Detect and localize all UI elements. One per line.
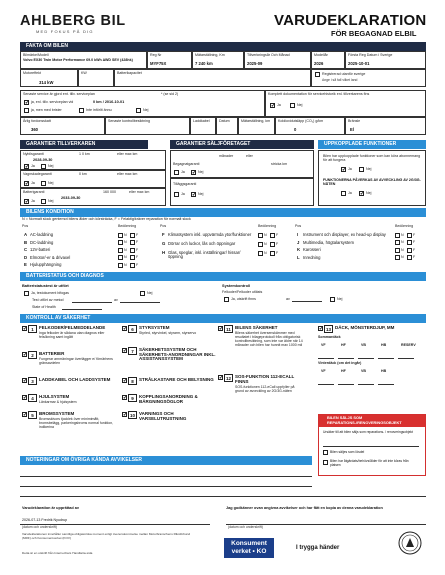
condition-item-label: Multimedia, högtalarsystem: [303, 239, 354, 245]
section-fakta-header: FAKTA OM BILEN: [20, 42, 426, 51]
condition-col-bed-3: Bedömning: [395, 224, 414, 228]
field-production-year: Tillverkningsår Och Månad 2025-09: [244, 51, 311, 69]
warranty-body: Vagnskadegaranti 0 km eller max km ✔ Ja Nej: [20, 170, 166, 188]
condition-item-f-label: F: [276, 232, 279, 237]
tyre-depth-line[interactable]: [318, 384, 334, 385]
signature-left-label: Varudeklaration är upprättad av: [22, 506, 79, 510]
repair-object-box: BILEN SÄLJS SOM REPARATIONS-/RENOVERINGSOBJEKT Ursäker till att bilen säljs som reparations- / renoveringsobjekt Bilen säljes som lösdel Bilen har åtgärdats/behövs/ålder för att inte köras från platsen: [318, 414, 426, 476]
tyre-depth-line[interactable]: [318, 358, 334, 359]
safety-item-number: 2: [28, 351, 37, 359]
safety-item-description: SOS-funktionen 112-eCall uppfyller på grund av avveckling av 2G/3G-näten: [235, 385, 295, 394]
condition-item-n-label: N: [401, 240, 404, 245]
safety-item-description: Bilens säkerhet översenskämmer med resultatet i bilageprotokoll från obligatorisk kontrollbesiktning, som inte var äldre när 14 månader och bilen har hunnit max 1000 mil: [235, 331, 303, 348]
system-check-title: Systemkontroll: [222, 283, 251, 288]
safety-item-number: 9: [128, 394, 137, 402]
safety-item-checkbox[interactable]: [22, 326, 27, 331]
field-fuel: Bränsle El: [345, 117, 426, 135]
logo-tagline: MED FOKUS PÅ DIG: [36, 29, 94, 34]
field-co2: Koldioxidutsläpp (CO₂) g/km 0: [275, 117, 345, 135]
condition-item-n-label: N: [124, 232, 127, 237]
battery-test-title: Batteristatustest är utfört: [22, 283, 69, 288]
condition-item-label: DC-laddning: [30, 239, 54, 245]
safety-item-title: SOS-FUNKTION 112-ECALL FINNS: [235, 374, 295, 384]
condition-item-label: Karosseri: [303, 247, 321, 253]
warranty-used-car: Begagnatgaranti månader eller stricka km Ja ✔ Nej: [170, 150, 314, 178]
condition-item-f-checkbox[interactable]: [130, 248, 135, 253]
condition-col-pos-1: Pos: [22, 224, 29, 228]
safety-item-number: 7: [128, 347, 137, 355]
field-model: Bilmärke/Modell Volvo EX30 Twin Motor Performance 69.0 kWh AWD SEV (428hk): [20, 51, 147, 69]
condition-item-n-checkbox[interactable]: [395, 233, 400, 238]
diagnostics-no[interactable]: [330, 297, 335, 302]
condition-item-n-checkbox[interactable]: [395, 240, 400, 245]
used-warranty-no[interactable]: [191, 170, 196, 175]
tyre-depth-line[interactable]: [358, 358, 374, 359]
condition-item-f-checkbox[interactable]: [270, 233, 275, 238]
safety-item-checkbox[interactable]: [22, 412, 27, 417]
field-registered-abroad: Registrerad utanför sverige Ange i så fall vilket land: [311, 69, 426, 87]
safety-item-checkbox[interactable]: [218, 375, 223, 380]
safety-item-checkbox[interactable]: [122, 412, 127, 417]
tyre-column-label: VF: [321, 343, 326, 347]
safety-item-number: 6: [128, 325, 137, 333]
safety-item-title: BATTERIER: [39, 351, 65, 356]
condition-item-f-label: F: [136, 255, 139, 260]
condition-item-n-checkbox[interactable]: [258, 242, 263, 247]
safety-item-description: Styrled, styrvinkel, styrarm, styrservo: [139, 331, 197, 336]
condition-item-f-checkbox[interactable]: [130, 233, 135, 238]
condition-item-f-checkbox[interactable]: [407, 233, 412, 238]
condition-legend: N = Normalt slock gentemot bilens ålder och körsträcka, F = Felaktig/kräver reparation för normalt slock: [22, 217, 191, 221]
network-affected-yes[interactable]: [341, 191, 346, 196]
extra-warranty-yes[interactable]: [174, 192, 179, 197]
safety-item-title: LADDKABEL OCH LADDSYSTEM: [39, 377, 111, 382]
condition-col-pos-2: Pos: [160, 224, 167, 228]
condition-item-n-checkbox[interactable]: [395, 248, 400, 253]
safety-item-number: 10: [129, 412, 135, 418]
condition-col-bed-1: Bedömning: [118, 224, 137, 228]
extra-warranty-no[interactable]: [191, 192, 196, 197]
battery-test-no[interactable]: [140, 291, 145, 296]
condition-item-code: A: [24, 232, 28, 237]
safety-item-checkbox[interactable]: [122, 378, 127, 383]
service-partial-checkbox[interactable]: [79, 108, 84, 113]
safety-item-checkbox[interactable]: [122, 348, 127, 353]
battery-test-yes[interactable]: [24, 291, 29, 296]
section-connected-functions-header: UPPKOPPLADE FUNKTIONER: [318, 140, 426, 149]
warranty-new-yes[interactable]: [24, 164, 29, 169]
condition-item-code: F: [162, 232, 165, 237]
documentation-no-checkbox[interactable]: [290, 103, 295, 108]
condition-item-code: E: [24, 262, 27, 268]
tyre-depth-line[interactable]: [358, 384, 374, 385]
field-vehicle-tax: Årlig fordonsskatt 360: [20, 117, 105, 135]
safety-item-checkbox[interactable]: [122, 326, 127, 331]
section-safety-check-header: KONTROLL AV SÄKERHET: [20, 314, 426, 323]
not-drivable-checkbox[interactable]: [323, 460, 328, 465]
condition-item-code: L: [297, 254, 300, 260]
field-last-inspection: Senaste kontrollbesiktning: [105, 117, 190, 135]
condition-item-f-checkbox[interactable]: [407, 248, 412, 253]
warranty-extra: Tilläggsgaranti Ja ✔ Nej: [170, 178, 314, 206]
field-service-documentation: Komplett dokumentation för servicehistorik enl. tillverkarens fins ✔ Ja Nej: [265, 90, 426, 117]
condition-item-f-label: F: [413, 255, 416, 260]
tyre-depth-line[interactable]: [338, 358, 354, 359]
safety-item-title: SÄKERHETSSYSTEM OCH SÄKERHETS-ANORDNINGAR INKL. ASSISTANSSYSTEM: [139, 347, 216, 362]
tyre-column-label: HB: [381, 343, 387, 347]
condition-item-f-label: F: [136, 247, 139, 252]
safety-item-number: 1: [28, 325, 37, 333]
safety-item-number: 12: [225, 375, 231, 381]
condition-item-n-label: N: [401, 247, 404, 252]
condition-item-f-checkbox[interactable]: [270, 251, 275, 256]
safety-item-description: Länkarmar & hjulsystem: [39, 400, 77, 405]
condition-item-f-label: F: [136, 240, 139, 245]
used-warranty-yes[interactable]: [174, 170, 179, 175]
section-battery-status-header: BATTERISTATUS OCH DIAGNOS: [20, 272, 426, 281]
safety-item-checkbox[interactable]: [122, 395, 127, 400]
service-no-checkbox[interactable]: [24, 108, 29, 113]
connected-yes[interactable]: [341, 167, 346, 172]
condition-item-n-label: N: [124, 262, 127, 267]
condition-item-f-label: F: [413, 247, 416, 252]
tyre-depth-line[interactable]: [378, 384, 394, 385]
safety-item-title: KOPPLINGSANORDNING & BÄRGNINGSÖGLOR: [139, 394, 198, 404]
section-notes-header: NOTERINGAR OM ÖVRIGA KÄNDA AVVIKELSER: [20, 456, 312, 465]
field-inspection-date: Datum: [216, 117, 238, 135]
section-manufacturer-warranty-header: GARANTIER TILLVERKAREN: [20, 140, 148, 149]
condition-item-f-label: F: [276, 250, 279, 255]
condition-item-code: H: [162, 250, 166, 255]
footer-disclaimer: Varudeklarationen innehåller samtliga obligatoriska moment enligt överenskommelse mellan Motorbranschens Riksförbund (MRF) och Konsumentverket (KOV): [22, 532, 191, 540]
safety-item-title: STRÅLKASTARE OCH BELYSNING: [139, 377, 214, 382]
condition-item-n-label: N: [264, 241, 267, 246]
condition-item-n-label: N: [124, 240, 127, 245]
safety-item-title: FELKODER/FELMEDDELANDE: [39, 325, 106, 330]
tyre-depth-line[interactable]: [378, 358, 394, 359]
warranty-new-car: Nybilsgaranti 2028-09-30 1 0 km eller max km ✔ Ja Nej: [20, 150, 166, 170]
diagnostics-yes[interactable]: [224, 297, 229, 302]
tyre-column-label: HF: [341, 343, 346, 347]
service-yes-checkbox[interactable]: [24, 100, 29, 105]
safety-item-number: 4: [28, 394, 37, 402]
condition-item-n-checkbox[interactable]: [258, 251, 263, 256]
warranty-battery-no[interactable]: [41, 199, 46, 204]
field-engine-power: Motoreffekt 314 kW: [20, 69, 78, 87]
condition-item-f-label: F: [413, 232, 416, 237]
safety-item-title: VARNINGS OCH VARSELUTRUSTNING: [139, 411, 187, 421]
field-first-registration: Första Reg Datum i Sverige 2025-10-01: [345, 51, 426, 69]
condition-item-f-checkbox[interactable]: [407, 255, 412, 260]
condition-item-n-checkbox[interactable]: [395, 255, 400, 260]
safety-item-title: BROMSSYSTEM: [39, 411, 75, 416]
tyre-column-label: HB: [381, 369, 387, 373]
condition-item-label: Elmotor/-er & drivaxel: [30, 254, 71, 260]
safety-item-description: Bromsskivors tjocklek över minimimått, bromsbelägg, parkeringsbroms normal funktion, indikerina: [39, 417, 114, 430]
condition-item-n-checkbox[interactable]: [118, 233, 123, 238]
safety-item-title: HJULSYSTEM: [39, 394, 70, 399]
condition-item-n-label: N: [264, 232, 267, 237]
condition-item-f-checkbox[interactable]: [407, 240, 412, 245]
section-dealer-warranty-header: GARANTIER SÄLJFÖRETAGET: [170, 140, 314, 149]
condition-item-n-label: N: [124, 247, 127, 252]
konsumentverket-logo: Konsument verket • KO: [224, 538, 274, 558]
condition-item-n-label: N: [401, 255, 404, 260]
footer-source: Detta är en utskrift från InternetCars Handlarta-sida: [22, 551, 93, 555]
condition-item-n-checkbox[interactable]: [118, 255, 123, 260]
varudeklaration-page: AHLBERG BIL MED FOKUS PÅ DIG VARUDEKLARATION FÖR BEGAGNAD ELBIL FAKTA OM BILEN Bilmärke/Modell Volvo EX30 Twin Motor Performance 69.0 kWh AWD SEV (428hk) Reg Nr MYF75X Mätarställning, Km 7 240 km Tillverkningsår Och Månad 2025-09 Modellår 2026 Första Reg Datum i Sverige 2025-10-01 Motoreffekt 314 kW KW Batterikapacitet Registrerad utanför sverige Ange i så fall vilket land Senaste service är gjord ent. tillv. serviceplan * (se sid 2) ✔ ja, enl. tillv. serviceplan vid 0 km / 2016-10-01 ja, men med brister Inte införlit ännu Nej Komplett dokumentation för servicehistorik enl. tillverkarens fins ✔ Ja Nej Årlig fordonsskatt 360 Senaste kontrollbesiktning Laddkabel Datum Mätarställning, km Koldioxidutsläpp (CO₂) g/km 0 Bränsle El GARANTIER TILLVERKAREN GARANTIER SÄLJFÖRETAGET UPPKOPPLADE FUNKTIONER Nybilsgaranti 2028-09-30 1 0 km eller max km ✔ Ja Nej Vagnskadegaranti 0 km eller max km ✔ Ja Nej Batterigaranti 2033-09-30 160 000 eller max km ✔ Ja Nej Begagnatgaranti månader eller stricka km Ja ✔ Nej Tilläggsgaranti Ja ✔ Nej Bilen har uppkopplade funktioner som kan köra abonnemang för att fungera ✔ Ja Nej FUNKTIONERNA PÅVERKAS AV AVVECKLING AV 2G/3G-NÄTEN Ja ✔ Nej BILENS KONDITION N = Normalt slock gentemot bilens ålder och körsträcka, F = Felaktig/kräver reparation för normalt slock Pos Bedömning Pos Bedömning Pos Bedömning A AC-laddning N F B DC-laddning N F C 12V-batteri N F D Elmotor/-er & drivaxel N F E Hjulupphängning N F F Klimatsystem inkl. uppvärmda ytor/funktioner N F G Dörrar och luckor, lås och öppningar N F H Glas, speglar, inkl. inställningar/ hissar/öppning N F I Instrument och displayer, ex head-up display N F J Multimedia, högtalarsystem N F K Karosseri N F L Inredning N F BATTERISTATUS OCH DIAGNOS Batteristatustest är utfört Ja, testokument bifogas Nej Test utfört av metod av State of Health Systemkontroll Felkoder/Felkoder utlästs Ja, utskrift finns av Nej KONTROLL AV SÄKERHET ✔ 1 FELKODER/FELMEDDELANDE Inga felkoder är sådana utan diagnos eller felsökning samt ingått ✔ 2 BATTERIER Fungerar arnmäningar överlägger e/ förnärhens gränsavdelen ✔ 3 LADDKABEL OCH LADDSYSTEM ✔ 4 HJULSYSTEM Länkarmar & hjulsystem ✔ 5 BROMSSYSTEM Bromsskivors tjocklek över minimimått, bromsbelägg, parkeringsbroms normal funktion, indikerina ✔ 6 STYRSYSTEM Styrled, styrvinkel, styrarm, styrservo ✔ 7 SÄKERHETSSYSTEM OCH SÄKERHETS-ANORDNINGAR INKL. ASSISTANSSYSTEM ✔ 8 STRÅLKASTARE OCH BELYSNING ✔ 9 KOPPLINGSANORDNING & BÄRGNINGSÖGLOR ✔ 10 VARNINGS OCH VARSELUTRUSTNING ✔ 11 BILENS SÄKERHET Bilens säkerhet översenskämmer med resultatet i bilageprotokoll från obligatorisk kontrollbesiktning, som inte var äldre när 14 månader och bilen har hunnit max 1000 mil ✔ 12 SOS-FUNKTION 112-ECALL FINNS SOS-funktionen 112-eCall uppfyller på grund av avveckling av 2G/3G-näten ✔ 13 DÄCK, MÖNSTERDJUP, MM Sommardäck VF HF VB HB RESERV Vinterdäck (om det ingår) VF HF VB HB BILEN SÄLJS SOM REPARATIONS-/RENOVERINGSOBJEKT Ursäker till att bilen säljs som reparations- / renoveringsobjekt Bilen säljes som lösdel Bilen har åtgärdats/behövs/ålder för att inte köras från platsen NOTERINGAR OM ÖVRIGA KÄNDA AVVIKELSER Varudeklaration är upprättad av 2026-07-13 Fredrik Nyudrup (datum och underskrift) Jag godkänner ovan angivna avvikelser och har fått en kopia av denna varudeklaration (datum och underskrift) Varudeklarationen innehåller samtliga obligatoriska moment enligt överenskommelse mellan Motorbranschens Riksförbund (MRF) och Konsumentverket (KOV) Detta är en utskrift från InternetCars Handlarta-sida Konsument verket • KO I trygga händer: [0, 0, 445, 575]
documentation-yes-checkbox[interactable]: [270, 103, 275, 108]
mrf-seal-icon: [398, 531, 422, 555]
signature-right-label: Jag godkänner ovan angivna avvikelser och har fått en kopia av denna varudeklaration: [226, 506, 383, 510]
field-kw: KW: [78, 69, 114, 87]
warranty-battery: Batterigaranti 2033-09-30 160 000 eller max km ✔ Ja Nej: [20, 188, 166, 206]
condition-item-f-checkbox[interactable]: [130, 263, 135, 268]
condition-item-label: Instrument och displayer, ex head-up display: [303, 232, 386, 237]
safety-item-description: Inga felkoder är sådana utan diagnos eller felsökning samt ingått: [39, 331, 105, 340]
field-battery-capacity: Batterikapacitet: [114, 69, 311, 87]
condition-item-n-checkbox[interactable]: [118, 248, 123, 253]
condition-item-n-label: N: [264, 250, 267, 255]
condition-item-label: Klimatsystem inkl. uppvärmda ytor/funktioner: [168, 232, 252, 237]
condition-item-code: K: [297, 247, 301, 253]
company-logo: AHLBERG BIL: [20, 13, 126, 29]
safety-item-number: 3: [28, 377, 37, 385]
tyre-column-label: VB: [361, 343, 366, 347]
safety-item-number: 13: [325, 326, 331, 332]
field-mileage: Mätarställning, Km 7 240 km: [192, 51, 244, 69]
safety-item-checkbox[interactable]: [22, 352, 27, 357]
condition-item-f-label: F: [413, 240, 416, 245]
sold-as-parts-checkbox[interactable]: [323, 450, 328, 455]
tyre-depth-line[interactable]: [398, 358, 414, 359]
condition-item-n-checkbox[interactable]: [118, 263, 123, 268]
service-none-checkbox[interactable]: [136, 108, 141, 113]
safety-item-description: Fungerar arnmäningar överlägger e/ förnärhens gränsavdelen: [39, 357, 113, 366]
condition-item-label: Hjulupphängning: [30, 262, 62, 268]
safety-item-title: DÄCK, MÖNSTERDJUP, MM: [335, 325, 395, 330]
connected-no[interactable]: [359, 167, 364, 172]
warranty-body-yes[interactable]: [24, 181, 29, 186]
signature-left-value: 2026-07-13 Fredrik Nyudrup: [22, 518, 68, 522]
safety-item-number: 5: [28, 411, 37, 419]
condition-item-f-checkbox[interactable]: [130, 255, 135, 260]
tyre-summer-label: Sommardäck: [318, 335, 341, 339]
safety-item-checkbox[interactable]: [318, 326, 323, 331]
section-condition-header: BILENS KONDITION: [20, 208, 426, 217]
condition-item-n-label: N: [124, 255, 127, 260]
condition-item-code: C: [24, 247, 28, 253]
safety-item-checkbox[interactable]: [218, 326, 223, 331]
condition-item-code: J: [297, 239, 300, 245]
condition-item-f-checkbox[interactable]: [130, 240, 135, 245]
safety-item-checkbox[interactable]: [22, 378, 27, 383]
condition-item-f-checkbox[interactable]: [270, 242, 275, 247]
network-affected-no[interactable]: [359, 191, 364, 196]
condition-item-n-label: N: [401, 232, 404, 237]
condition-item-n-checkbox[interactable]: [118, 240, 123, 245]
tyre-depth-line[interactable]: [338, 384, 354, 385]
condition-item-code: I: [297, 232, 299, 237]
condition-item-label: Inredning: [303, 254, 321, 260]
condition-item-code: B: [24, 239, 28, 245]
safety-item-number: 11: [224, 325, 233, 333]
field-model-year: Modellår 2026: [311, 51, 345, 69]
field-charging-cable: Laddkabel: [190, 117, 216, 135]
condition-item-code: D: [24, 254, 28, 260]
condition-col-bed-2: Bedömning: [258, 224, 277, 228]
tyre-column-label: VF: [321, 369, 326, 373]
condition-item-n-checkbox[interactable]: [258, 233, 263, 238]
page-subtitle: FÖR BEGAGNAD ELBIL: [331, 29, 417, 38]
tyre-winter-label: Vinterdäck (om det ingår): [318, 361, 362, 365]
safety-item-title: STYRSYSTEM: [139, 325, 170, 330]
tyre-column-label: RESERV: [401, 343, 416, 347]
condition-col-pos-3: Pos: [295, 224, 302, 228]
connected-functions-box: Bilen har uppkopplade funktioner som kan köra abonnemang för att fungera ✔ Ja Nej FUNKTIONERNA PÅVERKAS AV AVVECKLING AV 2G/3G-NÄTEN Ja ✔ Nej: [318, 150, 426, 206]
condition-item-label: Dörrar och luckor, lås och öppningar: [168, 241, 236, 246]
safety-item-title: BILENS SÄKERHET: [235, 325, 278, 330]
condition-item-f-label: F: [136, 232, 139, 237]
registered-abroad-checkbox[interactable]: [315, 72, 320, 77]
condition-item-label: AC-laddning: [30, 232, 54, 237]
warranty-battery-yes[interactable]: [24, 199, 29, 204]
condition-item-code: G: [162, 241, 166, 246]
condition-item-label: 12V-batteri: [30, 247, 51, 253]
warranty-new-no[interactable]: [41, 164, 46, 169]
field-inspection-mileage: Mätarställning, km: [238, 117, 275, 135]
page-title: VARUDEKLARATION: [274, 12, 427, 29]
condition-item-f-label: F: [136, 262, 139, 267]
tyre-column-label: VB: [361, 369, 366, 373]
safety-item-number: 8: [128, 377, 137, 385]
field-service-history: Senaste service är gjord ent. tillv. serviceplan * (se sid 2) ✔ ja, enl. tillv. serviceplan vid 0 km / 2016-10-01 ja, men med brister Inte införlit ännu Nej: [20, 90, 265, 117]
tyre-column-label: HF: [341, 369, 346, 373]
condition-item-label: Glas, speglar, inkl. inställningar/ hissar/öppning: [168, 250, 241, 260]
safety-item-checkbox[interactable]: [22, 395, 27, 400]
condition-item-f-label: F: [276, 241, 279, 246]
field-regnr: Reg Nr MYF75X: [147, 51, 192, 69]
trygga-handler-text: I trygga händer: [296, 545, 340, 551]
warranty-body-no[interactable]: [41, 181, 46, 186]
